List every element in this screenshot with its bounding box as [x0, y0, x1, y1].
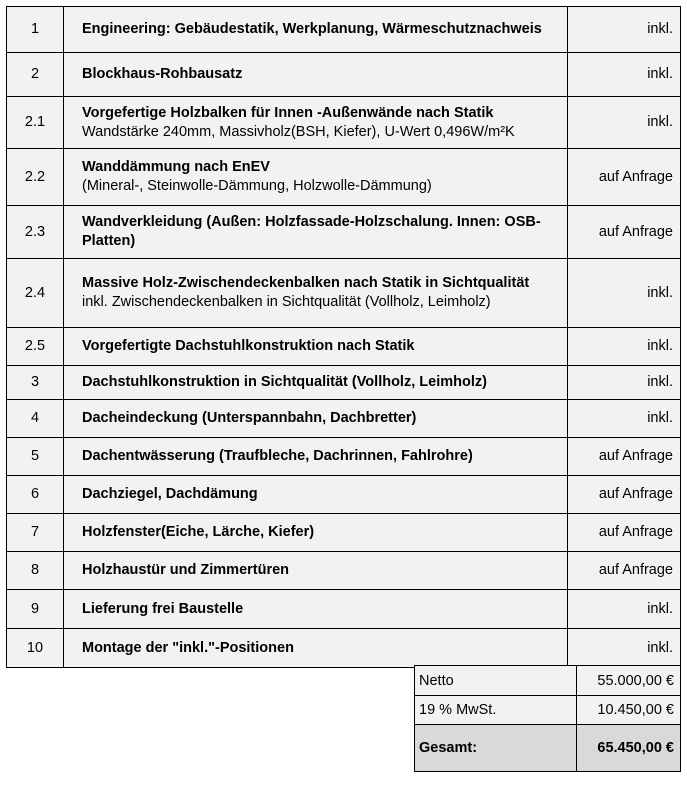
position-description: [64, 476, 568, 514]
netto-label: Netto: [415, 666, 577, 696]
position-description: [64, 366, 568, 400]
position-number: 6: [7, 476, 64, 514]
position-title: Blockhaus-Rohbausatz: [82, 66, 243, 82]
position-title: Montage der "inkl."-Positionen: [82, 639, 294, 656]
position-description: [64, 7, 568, 53]
totals-table: [414, 665, 681, 772]
position-description: [64, 514, 568, 552]
table-row: [7, 476, 681, 514]
position-title: Holzhaustür und Zimmertüren: [82, 562, 290, 578]
position-price: inkl.: [568, 328, 681, 366]
position-number: 3: [7, 366, 64, 400]
position-description: [64, 259, 568, 328]
position-description: [64, 438, 568, 476]
mwst-value: 10.450,00 €: [577, 696, 681, 725]
position-description: [64, 53, 568, 97]
position-number: 2.5: [7, 328, 64, 366]
position-number: 10: [7, 629, 64, 668]
position-description: [64, 590, 568, 629]
position-title: Holzfenster(Eiche, Lärche, Kiefer): [82, 524, 315, 540]
position-number: 2.2: [7, 149, 64, 206]
table-row: [7, 53, 681, 97]
table-row: [7, 438, 681, 476]
position-price: inkl.: [568, 590, 681, 629]
netto-value: 55.000,00 €: [577, 666, 681, 696]
position-price: inkl.: [568, 366, 681, 400]
position-subtitle: inkl. Zwischendeckenbalken in Sichtqualität (Vollholz, Leimholz): [82, 294, 491, 310]
position-number: 2.3: [7, 206, 64, 259]
position-price: inkl.: [568, 97, 681, 149]
position-number: 9: [7, 590, 64, 629]
position-description: [64, 629, 568, 668]
position-price: auf Anfrage: [568, 476, 681, 514]
table-row: [7, 514, 681, 552]
position-title: Dacheindeckung (Unterspannbahn, Dachbretter): [82, 410, 417, 426]
totals-row-netto: [415, 666, 681, 696]
position-title: Dachentwässerung (Traufbleche, Dachrinnen, Fahlrohre): [82, 448, 473, 464]
table-row: [7, 552, 681, 590]
totals-row-gesamt: [415, 725, 681, 772]
position-price: inkl.: [568, 7, 681, 53]
position-title: Lieferung frei Baustelle: [82, 600, 244, 617]
position-subtitle: Wandstärke 240mm, Massivholz(BSH, Kiefer), U-Wert 0,496W/m²K: [82, 123, 515, 140]
table-row: [7, 259, 681, 328]
table-row: [7, 629, 681, 668]
position-number: 5: [7, 438, 64, 476]
position-description: [64, 149, 568, 206]
position-title: Massive Holz-Zwischendeckenbalken nach Statik in Sichtqualität: [82, 275, 530, 291]
table-row: [7, 590, 681, 629]
position-description: [64, 400, 568, 438]
position-price: auf Anfrage: [568, 206, 681, 259]
totals-row-mwst: [415, 696, 681, 725]
position-description: [64, 328, 568, 366]
position-title: Dachziegel, Dachdämung: [82, 486, 258, 502]
position-price: auf Anfrage: [568, 514, 681, 552]
position-price: inkl.: [568, 53, 681, 97]
table-row: [7, 366, 681, 400]
position-description: [64, 206, 568, 259]
position-number: 2.4: [7, 259, 64, 328]
position-title: Vorgefertigte Dachstuhlkonstruktion nach Statik: [82, 338, 415, 354]
position-subtitle: (Mineral-, Steinwolle-Dämmung, Holzwolle-Dämmung): [82, 178, 432, 194]
table-row: [7, 149, 681, 206]
position-number: 1: [7, 7, 64, 53]
gesamt-label: Gesamt:: [415, 725, 577, 772]
position-title: Vorgefertige Holzbalken für Innen -Außenwände nach Statik: [82, 104, 494, 121]
items-table: [6, 6, 681, 668]
position-description: [64, 97, 568, 149]
table-row: [7, 7, 681, 53]
position-title: Dachstuhlkonstruktion in Sichtqualität (Vollholz, Leimholz): [82, 374, 487, 390]
position-number: 8: [7, 552, 64, 590]
position-title: Engineering: Gebäudestatik, Werkplanung, Wärmeschutznachweis: [82, 21, 542, 37]
position-number: 7: [7, 514, 64, 552]
position-number: 2.1: [7, 97, 64, 149]
position-title: Wandverkleidung (Außen: Holzfassade-Holzschalung. Innen: OSB-Platten): [82, 214, 541, 249]
position-price: auf Anfrage: [568, 552, 681, 590]
gesamt-value: 65.450,00 €: [577, 725, 681, 772]
table-row: [7, 97, 681, 149]
position-price: inkl.: [568, 629, 681, 668]
position-title: Wanddämmung nach EnEV: [82, 159, 270, 175]
position-price: auf Anfrage: [568, 438, 681, 476]
mwst-label: 19 % MwSt.: [415, 696, 577, 725]
position-number: 4: [7, 400, 64, 438]
position-price: inkl.: [568, 259, 681, 328]
position-price: inkl.: [568, 400, 681, 438]
table-row: [7, 400, 681, 438]
position-number: 2: [7, 53, 64, 97]
table-row: [7, 328, 681, 366]
position-description: [64, 552, 568, 590]
table-row: [7, 206, 681, 259]
position-price: auf Anfrage: [568, 149, 681, 206]
